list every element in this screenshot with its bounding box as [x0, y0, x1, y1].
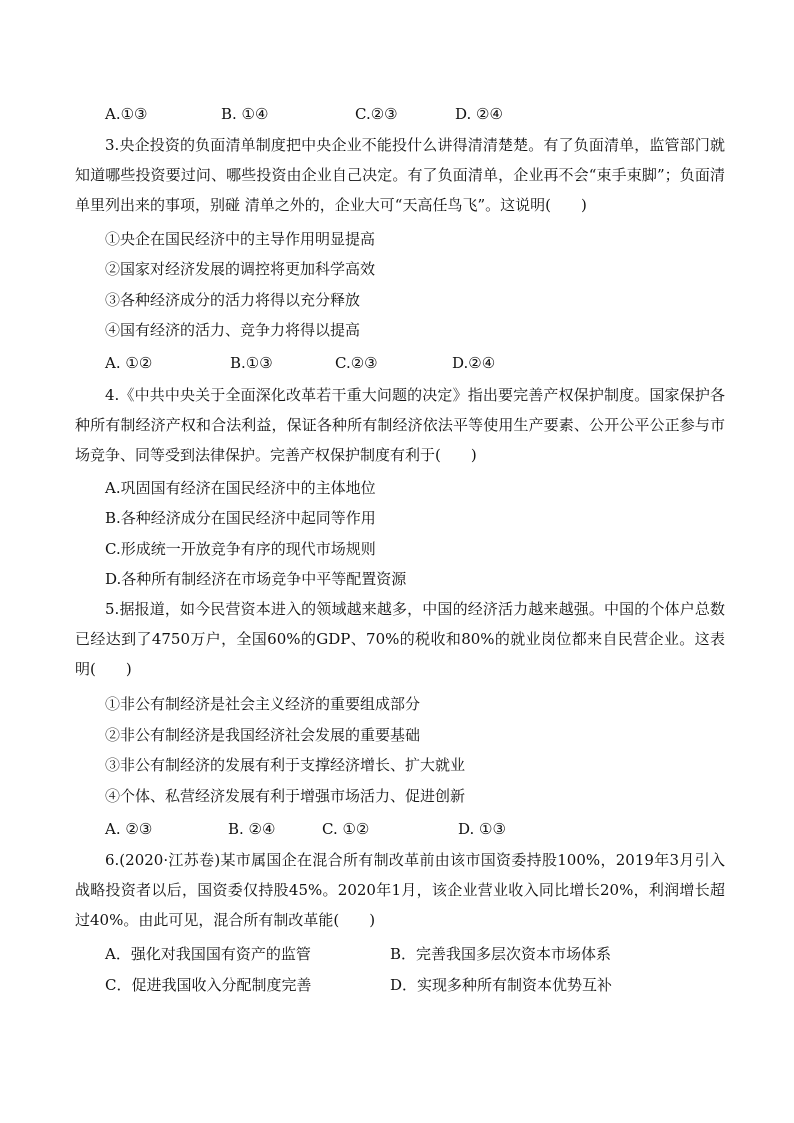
q4-option-d[interactable]: D.各种所有制经济在市场竞争中平等配置资源: [105, 570, 407, 588]
q6-option-c[interactable]: C．促进我国收入分配制度完善: [105, 976, 312, 994]
q4-option-a[interactable]: A.巩固国有经济在国民经济中的主体地位: [105, 479, 376, 497]
q5-item-4: ④个体、私营经济发展有利于增强市场活力、促进创新: [105, 787, 466, 805]
q5-option-b[interactable]: B. ②④: [228, 820, 276, 838]
q3-item-2: ②国家对经济发展的调控将更加科学高效: [105, 260, 376, 278]
q3-options: [105, 353, 545, 373]
q4-option-b[interactable]: B.各种经济成分在国民经济中起同等作用: [105, 509, 376, 527]
q3-item-3: ③各种经济成分的活力将得以充分释放: [105, 291, 361, 309]
q5-item-3: ③非公有制经济的发展有利于支撑经济增长、扩大就业: [105, 756, 466, 774]
q3-option-c[interactable]: C.②③: [335, 354, 378, 372]
q5-option-d[interactable]: D. ①③: [458, 820, 506, 838]
q2-option-b[interactable]: B. ①④: [221, 105, 269, 123]
q3-stem: 3.央企投资的负面清单制度把中央企业不能投什么讲得清清楚楚。有了负面清单，监管部门就知道哪些投资要过问、哪些投资由企业自己决定。有了负面清单，企业再不会“束手束脚”；负面清单里列出来的事项，别碰 清单之外的，企业大可“天高任鸟飞”。这说明( ): [75, 136, 725, 215]
q3-option-b[interactable]: B.①③: [230, 354, 273, 372]
q6-option-a[interactable]: A．强化对我国国有资产的监管: [105, 945, 311, 963]
q3-item-4: ④国有经济的活力、竞争力将得以提高: [105, 321, 361, 339]
q2-option-d[interactable]: D. ②④: [455, 105, 503, 123]
q6-option-b[interactable]: B．完善我国多层次资本市场体系: [390, 945, 612, 963]
q3-item-1: ①央企在国民经济中的主导作用明显提高: [105, 230, 376, 248]
q6-stem: 6.(2020·江苏卷)某市属国企在混合所有制改革前由该市国资委持股100%，2019年3月引入战略投资者以后，国资委仅持股45%。2020年1月，该企业营业收入同比增长20%，利润增长超过40%。由此可见，混合所有制改革能( ): [75, 851, 725, 930]
q4-stem: 4.《中共中央关于全面深化改革若干重大问题的决定》指出要完善产权保护制度。国家保护各种所有制经济产权和合法利益，保证各种所有制经济依法平等使用生产要素、公开公平公正参与市场竞争、同等受到法律保护。完善产权保护制度有利于( ): [75, 386, 725, 465]
q5-options: [105, 819, 545, 839]
q4-option-c[interactable]: C.形成统一开放竞争有序的现代市场规则: [105, 540, 376, 558]
q6-option-d[interactable]: D．实现多种所有制资本优势互补: [390, 976, 613, 994]
q5-item-2: ②非公有制经济是我国经济社会发展的重要基础: [105, 726, 421, 744]
q5-option-a[interactable]: A. ②③: [105, 820, 153, 838]
q2-option-a[interactable]: A.①③: [105, 105, 148, 123]
q2-option-c[interactable]: C.②③: [355, 105, 398, 123]
q5-option-c[interactable]: C. ①②: [322, 820, 370, 838]
q3-option-a[interactable]: A. ①②: [105, 354, 153, 372]
q3-option-d[interactable]: D.②④: [452, 354, 496, 372]
q5-item-1: ①非公有制经济是社会主义经济的重要组成部分: [105, 695, 421, 713]
q2-options: [105, 104, 545, 124]
q5-stem: 5.据报道，如今民营资本进入的领域越来越多，中国的经济活力越来越强。中国的个体户总数已经达到了4750万户，全国60%的GDP、70%的税收和80%的就业岗位都来自民营企业。这表明( ): [75, 600, 725, 679]
